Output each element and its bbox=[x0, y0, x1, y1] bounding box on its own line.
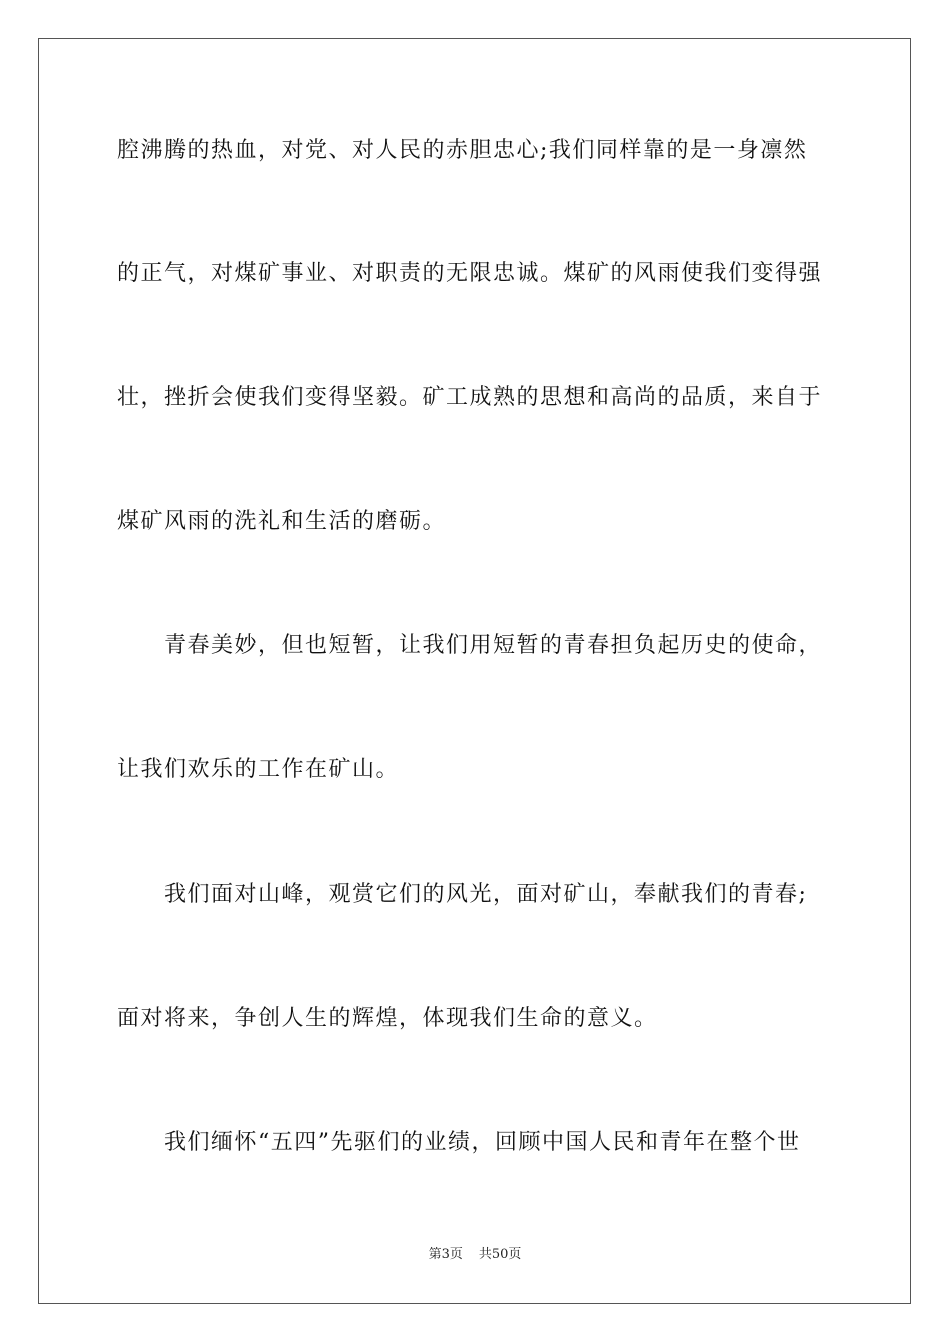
page-footer bbox=[0, 1246, 950, 1264]
body-text-line: 壮，挫折会使我们变得坚毅。矿工成熟的思想和高尚的品质，来自于 bbox=[117, 385, 823, 410]
body-text-line: 煤矿风雨的洗礼和生活的磨砺。 bbox=[117, 509, 447, 534]
paragraph-first-line: 我们面对山峰，观赏它们的风光，面对矿山，奉献我们的青春; bbox=[164, 882, 808, 907]
body-text-line: 腔沸腾的热血，对党、对人民的赤胆忠心;我们同样靠的是一身凛然 bbox=[117, 138, 808, 163]
paragraph-first-line: 青春美妙，但也短暂，让我们用短暂的青春担负起历史的使命， bbox=[164, 633, 823, 658]
body-text-line: 的正气，对煤矿事业、对职责的无限忠诚。煤矿的风雨使我们变得强 bbox=[117, 261, 823, 286]
body-text-line: 让我们欢乐的工作在矿山。 bbox=[117, 757, 400, 782]
paragraph-first-line: 我们缅怀“五四”先驱们的业绩，回顾中国人民和青年在整个世 bbox=[164, 1130, 801, 1155]
page-total: 共50页 bbox=[478, 1247, 522, 1262]
page-border bbox=[38, 38, 911, 1304]
body-text-line: 面对将来，争创人生的辉煌，体现我们生命的意义。 bbox=[117, 1006, 658, 1031]
page-number: 第3页 bbox=[428, 1247, 463, 1262]
